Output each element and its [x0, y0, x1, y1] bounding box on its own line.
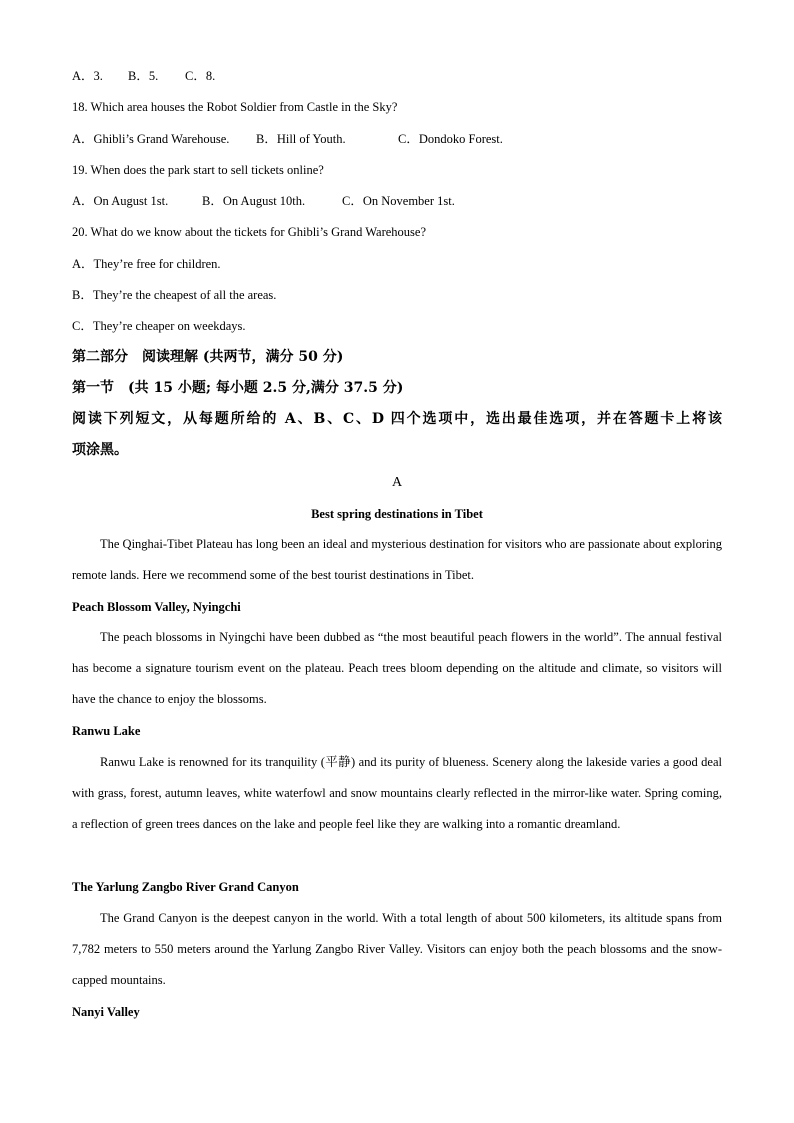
section-text-ranwu-lake: Ranwu Lake is renowned for its tranquility (平静) and its purity of blueness. Scenery along the lakeside varies a good deal with grass, forest, autumn leaves, white waterfowl and snow mountains clearly reflected in the mirror-like water. Spring coming, a reflection of green trees dances on the lake and people feel like they are walking into a romantic dreamland.	[72, 755, 722, 831]
q20-option-c: C．They’re cheaper on weekdays.	[72, 319, 246, 333]
q19-option-c: C．On November 1st.	[342, 194, 455, 208]
passage-letter: A	[391, 475, 403, 490]
q18-options	[72, 131, 503, 147]
q20-option-a: A．They’re free for children.	[72, 257, 221, 271]
passage-intro: The Qinghai-Tibet Plateau has long been an ideal and mysterious destination for visitors who are passionate about exploring remote lands. Here we recommend some of the best tourist destinations in Tibet.	[72, 537, 722, 582]
q17-options	[72, 68, 215, 84]
q18-option-c: C．Dondoko Forest.	[398, 132, 503, 146]
q19-option-a: A．On August 1st.	[72, 194, 169, 208]
section-heading-ranwu-lake: Ranwu Lake	[72, 724, 141, 738]
q17-option-a: A．3.	[72, 69, 103, 83]
q17-option-b: B．5.	[128, 69, 159, 83]
instruction-line-1: 阅读下列短文，从每题所给的 A、B、C、D 四个选项中，选出最佳选项，并在答题卡上将该	[72, 411, 722, 427]
q18-question: 18. Which area houses the Robot Soldier from Castle in the Sky?	[72, 100, 398, 114]
section-heading-peach-blossom-valley: Peach Blossom Valley, Nyingchi	[72, 600, 241, 614]
passage-title: Best spring destinations in Tibet	[311, 507, 483, 521]
q19-options	[72, 193, 455, 209]
q18-option-b: B．Hill of Youth.	[256, 132, 346, 146]
part-title: 第二部分 阅读理解 (共两节，满分 50 分)	[72, 349, 344, 365]
section-text-peach-blossom-valley: The peach blossoms in Nyingchi have been dubbed as “the most beautiful peach flowers in the world”. The annual festival has become a signature tourism event on the plateau. Peach trees bloom depending on the altitude and climate, so visitors will have the chance to enjoy the blossoms.	[72, 630, 722, 706]
q19-option-b: B．On August 10th.	[202, 194, 306, 208]
section-heading-grand-canyon: The Yarlung Zangbo River Grand Canyon	[72, 880, 299, 894]
q20-question: 20. What do we know about the tickets for Ghibli’s Grand Warehouse?	[72, 225, 427, 239]
section-text-grand-canyon: The Grand Canyon is the deepest canyon in the world. With a total length of about 500 kilometers, its altitude spans from 7,782 meters to 550 meters around the Yarlung Zangbo River Valley. Visitors can enjoy both the peach blossoms and the snow-capped mountains.	[72, 911, 722, 987]
section-title: 第一节 (共 15 小题; 每小题 2.5 分,满分 37.5 分)	[72, 380, 404, 396]
q19-question: 19. When does the park start to sell tickets online?	[72, 163, 324, 177]
section-heading-nanyi-valley: Nanyi Valley	[72, 1005, 140, 1019]
q18-option-a: A．Ghibli’s Grand Warehouse.	[72, 132, 230, 146]
q20-option-b: B．They’re the cheapest of all the areas.	[72, 288, 277, 302]
q17-option-c: C．8.	[185, 69, 216, 83]
instruction-line-2: 项涂黑。	[72, 442, 128, 458]
